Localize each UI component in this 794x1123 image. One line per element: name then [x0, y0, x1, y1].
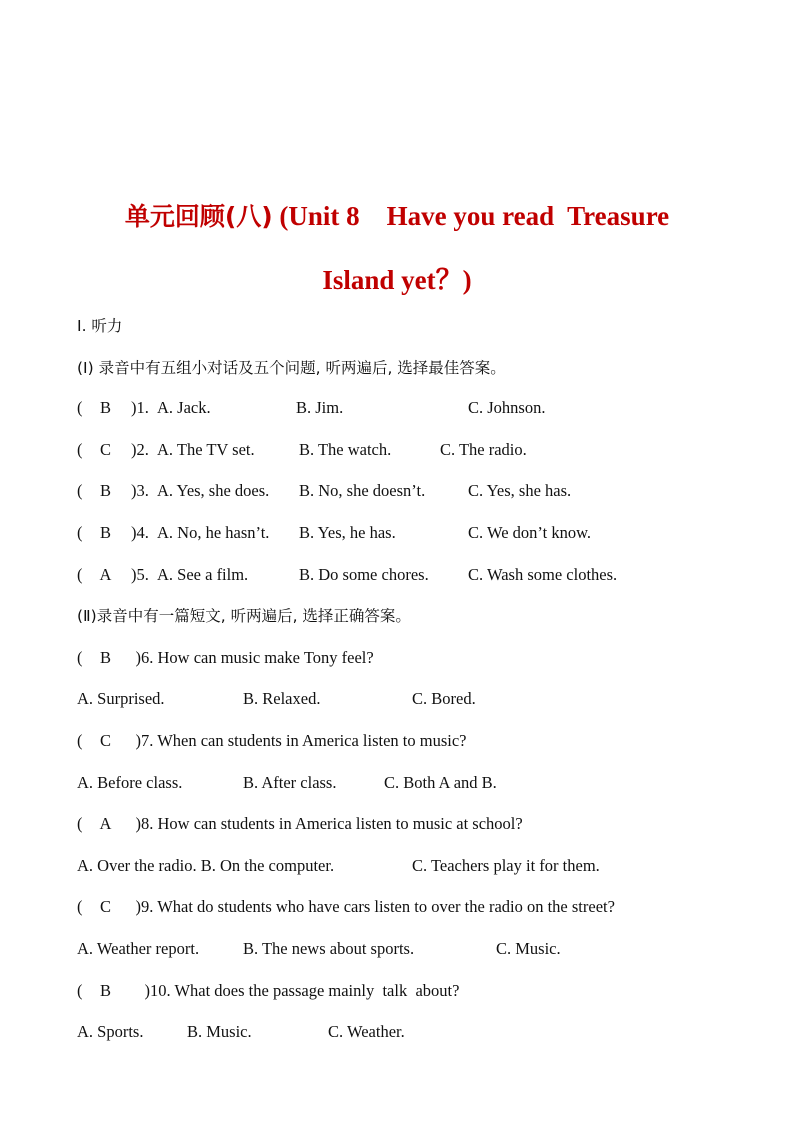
- q7-option-c: C. Both A and B.: [384, 773, 497, 792]
- q2-option-b: B. The watch.: [299, 440, 392, 459]
- q4-option-a: A. No, he hasn’t.: [157, 523, 270, 542]
- question-10: ( B )10. What does the passage mainly talk about?: [77, 981, 460, 1000]
- q9-stem: )9. What do students who have cars listen to over the radio on the street?: [135, 897, 615, 916]
- page-title-line2: Island yet？): [322, 265, 472, 295]
- q10-stem: )10. What does the passage mainly talk about?: [144, 981, 460, 1000]
- q5-option-b: B. Do some chores.: [299, 565, 429, 584]
- answer-7: C: [99, 731, 111, 750]
- question-5: ( A: [77, 565, 161, 585]
- q2-number: )2.: [131, 440, 153, 459]
- q1-option-a: A. Jack.: [157, 398, 211, 417]
- question-9: ( C )9. What do students who have cars listen to over the radio on the street?: [77, 897, 615, 916]
- q7-option-a: A. Before class.: [77, 773, 183, 792]
- q3-option-b: B. No, she doesn’t.: [299, 481, 426, 500]
- title-english: (Unit 8 Have you read Treasure: [272, 201, 670, 231]
- q1-option-c: C. Johnson.: [468, 398, 546, 417]
- answer-4: B: [99, 523, 111, 542]
- q10-option-c: C. Weather.: [328, 1022, 405, 1041]
- q7-option-b: B. After class.: [243, 773, 337, 792]
- answer-2: C: [99, 440, 111, 459]
- q6-option-a: A. Surprised.: [77, 689, 165, 708]
- q9-option-a: A. Weather report.: [77, 939, 200, 958]
- q3-option-a: A. Yes, she does.: [157, 481, 270, 500]
- title-chinese: 单元回顾(八): [124, 202, 273, 231]
- q9-option-c: C. Music.: [496, 939, 561, 958]
- q3-option-c: C. Yes, she has.: [468, 481, 572, 500]
- answer-8: A: [99, 814, 112, 833]
- q10-option-b: B. Music.: [187, 1022, 252, 1041]
- q6-option-b: B. Relaxed.: [243, 689, 321, 708]
- q1-number: )1.: [131, 398, 153, 417]
- q7-stem: )7. When can students in America listen to music?: [135, 731, 467, 750]
- answer-10: B: [99, 981, 111, 1000]
- part2-instructions: (Ⅱ)录音中有一篇短文, 听两遍后, 选择正确答案。: [77, 607, 411, 625]
- q10-option-a: A. Sports.: [77, 1022, 144, 1041]
- q3-number: )3.: [131, 481, 153, 500]
- q8-option-a-b: A. Over the radio. B. On the computer.: [77, 856, 335, 875]
- question-1: ( B: [77, 398, 161, 418]
- question-8: ( A )8. How can students in America listen to music at school?: [77, 814, 523, 833]
- q5-number: )5.: [131, 565, 153, 584]
- question-4: ( B: [77, 523, 161, 543]
- q4-number: )4.: [131, 523, 153, 542]
- answer-1: B: [99, 398, 111, 417]
- answer-9: C: [99, 897, 111, 916]
- q2-option-a: A. The TV set.: [157, 440, 255, 459]
- q4-option-c: C. We don’t know.: [468, 523, 592, 542]
- q2-option-c: C. The radio.: [440, 440, 527, 459]
- q8-stem: )8. How can students in America listen to music at school?: [135, 814, 523, 833]
- answer-5: A: [99, 565, 112, 584]
- part1-instructions: (Ⅰ) 录音中有五组小对话及五个问题, 听两遍后, 选择最佳答案。: [77, 359, 506, 377]
- question-7: ( C )7. When can students in America listen to music?: [77, 731, 467, 750]
- q6-stem: )6. How can music make Tony feel?: [135, 648, 374, 667]
- question-6: ( B )6. How can music make Tony feel?: [77, 648, 374, 667]
- q1-option-b: B. Jim.: [296, 398, 344, 417]
- question-3: ( B: [77, 481, 161, 501]
- answer-6: B: [99, 648, 111, 667]
- q8-option-c: C. Teachers play it for them.: [412, 856, 600, 875]
- section-heading-listening: Ⅰ. 听力: [77, 317, 123, 335]
- q5-option-c: C. Wash some clothes.: [468, 565, 618, 584]
- q4-option-b: B. Yes, he has.: [299, 523, 396, 542]
- q6-option-c: C. Bored.: [412, 689, 476, 708]
- answer-3: B: [99, 481, 111, 500]
- q5-option-a: A. See a film.: [157, 565, 249, 584]
- page-title-line1: [0, 197, 794, 233]
- q9-option-b: B. The news about sports.: [243, 939, 415, 958]
- question-2: ( C: [77, 440, 161, 460]
